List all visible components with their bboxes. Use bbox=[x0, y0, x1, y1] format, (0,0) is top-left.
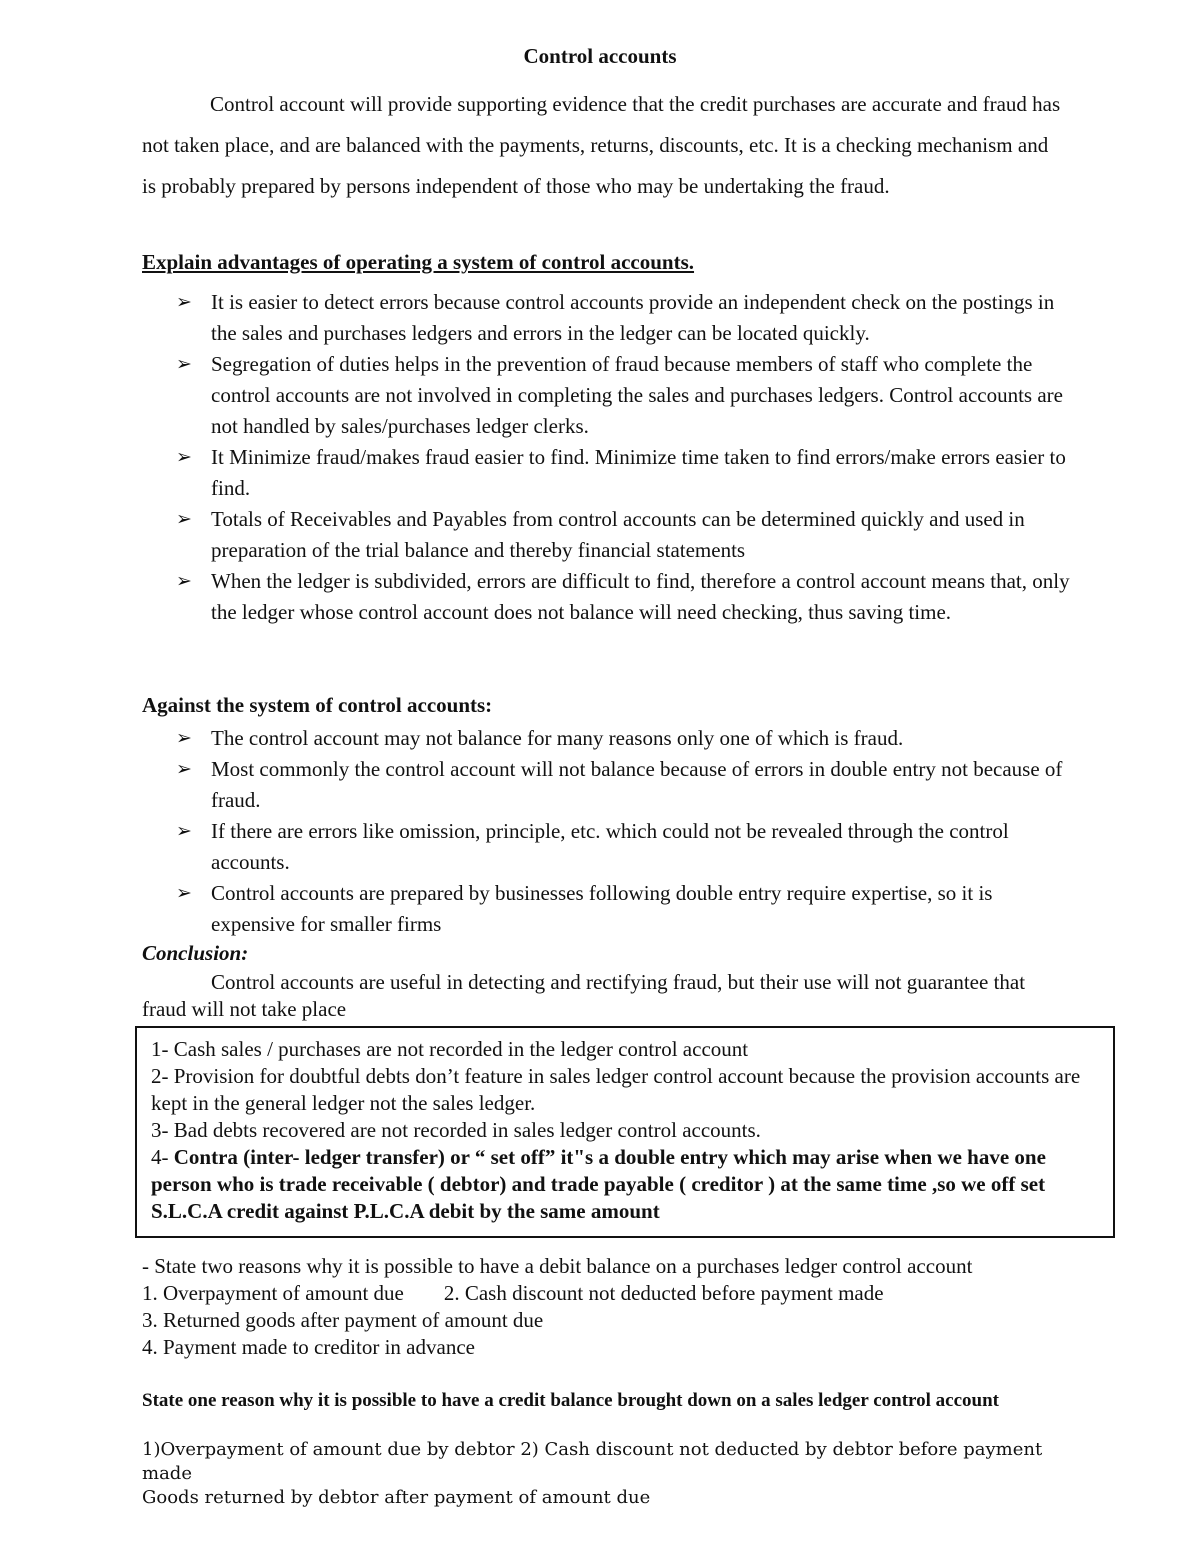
credit-answer-2: Goods returned by debtor after payment of amount due bbox=[142, 1487, 651, 1508]
conclusion-heading: Conclusion: bbox=[142, 941, 249, 965]
arrow-bullet-icon: ➢ bbox=[176, 447, 192, 468]
note-line-4-bold: Contra (inter- ledger transfer) or “ set off” it"s a double entry which may arise when we have one person who is trade receivable ( debtor) and trade payable ( creditor ) at the same time ,so we off set S.L.C.A credit against P.L.C.A debit by the same amount bbox=[151, 1145, 1046, 1223]
list-item: ➢ The control account may not balance for many reasons only one of which is fraud. bbox=[176, 723, 1076, 754]
credit-balance-question: State one reason why it is possible to have a credit balance brought down on a sales ledger control account bbox=[142, 1390, 999, 1411]
arrow-bullet-icon: ➢ bbox=[176, 728, 192, 749]
note-line-3: 3- Bad debts recovered are not recorded in sales ledger control accounts. bbox=[151, 1118, 761, 1142]
arrow-bullet-icon: ➢ bbox=[176, 354, 192, 375]
arrow-bullet-icon: ➢ bbox=[176, 509, 192, 530]
notes-box bbox=[135, 1026, 1115, 1238]
list-item: ➢ It Minimize fraud/makes fraud easier to find. Minimize time taken to find errors/make errors easier to find. bbox=[176, 442, 1076, 504]
debit-reason-3: 3. Returned goods after payment of amount due bbox=[142, 1308, 544, 1332]
list-item: ➢ It is easier to detect errors because control accounts provide an independent check on the postings in the sales and purchases ledgers and errors in the ledger can be located quickly. bbox=[176, 287, 1076, 349]
credit-answer-1: 1)Overpayment of amount due by debtor 2) Cash discount not deducted by debtor before payment made bbox=[142, 1439, 1043, 1484]
intro-text: Control account will provide supporting evidence that the credit purchases are accurate and fraud has not taken place, and are balanced with the payments, returns, discounts, etc. It is a checking mechanism and is probably prepared by persons independent of those who may be undertaking the fraud. bbox=[142, 92, 1061, 198]
debit-balance-section bbox=[142, 1253, 1062, 1361]
credit-balance-answers bbox=[142, 1438, 1082, 1510]
arrow-bullet-icon: ➢ bbox=[176, 292, 192, 313]
page-title: Control accounts bbox=[523, 44, 677, 68]
debit-reasons-row bbox=[142, 1280, 1062, 1307]
note-line-4 bbox=[151, 1144, 1099, 1225]
arrow-bullet-icon: ➢ bbox=[176, 571, 192, 592]
arrow-bullet-icon: ➢ bbox=[176, 821, 192, 842]
advantages-heading: Explain advantages of operating a system of control accounts. bbox=[142, 250, 695, 274]
list-item: ➢ When the ledger is subdivided, errors are difficult to find, therefore a control account means that, only the ledger whose control account does not balance will need checking, thus saving time. bbox=[176, 566, 1076, 628]
intro-paragraph bbox=[142, 84, 1062, 207]
list-item: ➢ If there are errors like omission, principle, etc. which could not be revealed through the control accounts. bbox=[176, 816, 1076, 878]
list-item: ➢ Totals of Receivables and Payables from control accounts can be determined quickly and used in preparation of the trial balance and thereby financial statements bbox=[176, 504, 1076, 566]
advantages-list bbox=[176, 287, 1076, 628]
against-list bbox=[176, 723, 1076, 940]
conclusion-text: Control accounts are useful in detecting and rectifying fraud, but their use will not guarantee that fraud will not take place bbox=[142, 970, 1026, 1021]
debit-reason-1: 1. Overpayment of amount due bbox=[142, 1281, 404, 1305]
list-item: ➢ Most commonly the control account will not balance because of errors in double entry not because of fraud. bbox=[176, 754, 1076, 816]
conclusion-paragraph bbox=[142, 969, 1042, 1023]
arrow-bullet-icon: ➢ bbox=[176, 883, 192, 904]
debit-balance-question: - State two reasons why it is possible to have a debit balance on a purchases ledger control account bbox=[142, 1254, 973, 1278]
note-line-2: 2- Provision for doubtful debts don’t feature in sales ledger control account because the provision accounts are kept in the general ledger not the sales ledger. bbox=[151, 1064, 1081, 1115]
against-heading: Against the system of control accounts: bbox=[142, 693, 493, 717]
list-item: ➢ Segregation of duties helps in the prevention of fraud because members of staff who complete the control accounts are not involved in completing the sales and purchases ledgers. Control accounts are not handled by sales/purchases ledger clerks. bbox=[176, 349, 1076, 442]
list-item: ➢ Control accounts are prepared by businesses following double entry require expertise, so it is expensive for smaller firms bbox=[176, 878, 1076, 940]
debit-reason-2: 2. Cash discount not deducted before payment made bbox=[443, 1281, 884, 1305]
debit-reason-4: 4. Payment made to creditor in advance bbox=[142, 1335, 475, 1359]
note-line-4-prefix: 4- bbox=[151, 1145, 174, 1169]
note-line-1: 1- Cash sales / purchases are not recorded in the ledger control account bbox=[151, 1037, 749, 1061]
arrow-bullet-icon: ➢ bbox=[176, 759, 192, 780]
